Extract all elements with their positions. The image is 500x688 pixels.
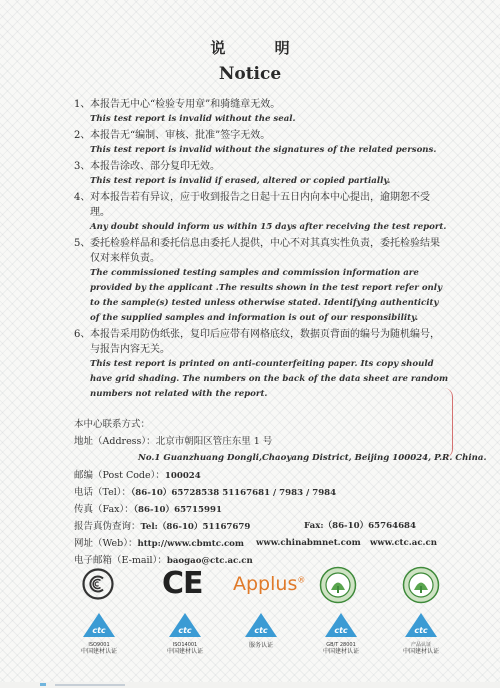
anti-counterfeit-strip [0, 682, 500, 688]
postcode-row [74, 467, 454, 484]
cert-label: 中国建材认证 [322, 648, 359, 655]
svg-text:ctc: ctc [414, 626, 428, 635]
address-row [74, 433, 454, 450]
cert-label: 中国建材认证 [80, 648, 117, 655]
verify-tel: Tel:（86-10）51167679 [140, 522, 251, 532]
postcode-value: 100024 [164, 471, 201, 481]
applus-logo-text: Applus [233, 573, 298, 595]
verify-label: 报告真伪查询： [74, 521, 141, 532]
page-title-cn: 说 明 [210, 39, 312, 57]
cert-code: GB/T 28001 [326, 642, 356, 648]
ctc-gbt28001-icon [318, 612, 364, 655]
fax-label: 传真（Fax）： [74, 504, 134, 515]
svg-text:ctc: ctc [254, 626, 268, 635]
verify-row [74, 518, 454, 535]
item-text-cn: 本报告无“编制、审核、批准”签字无效。 [90, 130, 271, 141]
item-number: 3、 [74, 161, 91, 172]
email-value[interactable]: baogao@ctc.ac.cn [166, 556, 253, 566]
address-label: 地址（Address）： [74, 436, 156, 447]
ctc-triangle-icon [324, 612, 358, 638]
notice-item [74, 327, 449, 402]
ce-mark-icon: CE [162, 566, 203, 601]
item-text-en: This test report is printed on anti-counterfeiting paper. Its copy should have grid shading. The numbers on the back of the data sheet are random numbers not related with the report. [90, 359, 449, 399]
ctc-triangle-icon [168, 612, 202, 638]
tel-row [74, 484, 454, 501]
svg-text:ctc: ctc [178, 626, 192, 635]
tel-value: （86-10）65728538 51167681 / 7983 / 7984 [131, 488, 337, 498]
ccc-mark-icon [82, 568, 114, 600]
web-row [74, 535, 454, 552]
email-row [74, 552, 454, 569]
item-text-cn: 本报告无中心“检验专用章”和骑缝章无效。 [90, 99, 281, 110]
applus-logo-icon [233, 573, 305, 595]
green-product-seal-icon [319, 566, 357, 604]
registered-icon: ® [297, 575, 306, 585]
notice-item [74, 97, 449, 127]
contact-block [74, 416, 487, 569]
cert-code: 产品认证 [410, 642, 431, 648]
seal-edge-mark [444, 388, 453, 458]
green-product-seal-icon [402, 566, 440, 604]
item-number: 4、 [74, 192, 91, 203]
notice-item [74, 236, 449, 326]
contact-heading: 本中心联系方式： [74, 419, 151, 430]
svg-text:ctc: ctc [334, 626, 348, 635]
postcode-label: 邮编（Post Code）： [74, 470, 165, 481]
fax-row [74, 501, 454, 518]
cert-code: ISO14001 [172, 642, 198, 648]
ctc-iso9001-icon [76, 612, 122, 655]
notice-item [74, 159, 449, 189]
notice-list [74, 97, 449, 403]
web-link-3[interactable]: www.ctc.ac.cn [370, 538, 438, 548]
address-en: No.1 Guanzhuang Dongli,Chaoyang District, Beijing 100024, P.R. China. [138, 453, 487, 463]
svg-text:ctc: ctc [92, 626, 106, 635]
verify-fax: Fax:（86-10）65764684 [304, 521, 417, 531]
web-label: 网址（Web）： [74, 538, 138, 549]
item-text-en: This test report is invalid without the signatures of the related persons. [90, 145, 437, 155]
address-cn: 北京市朝阳区管庄东里 1 号 [155, 436, 273, 447]
item-number: 5、 [74, 238, 91, 249]
item-text-en: Any doubt should inform us within 15 days after receiving the test report. [90, 222, 447, 232]
item-number: 1、 [74, 99, 91, 110]
ctc-triangle-icon [404, 612, 438, 638]
ctc-service-icon [238, 612, 284, 649]
item-text-cn: 委托检验样品和委托信息由委托人提供，中心不对其真实性负责，委托检验结果仅对来样负责。 [90, 238, 440, 264]
item-number: 2、 [74, 130, 91, 141]
ctc-iso14001-icon [162, 612, 208, 655]
item-text-en: This test report is invalid if erased, altered or copied partially. [90, 176, 391, 186]
email-label: 电子邮箱（E-mail）： [74, 555, 167, 566]
item-text-en: The commissioned testing samples and commission information are provided by the applicant .The results shown in the test report refer only to the sample(s) tested unless otherwise stated. Identifying authenticity of the supplied samples and information is out of our responsibility. [90, 268, 443, 323]
item-text-en: This test report is invalid without the seal. [90, 114, 296, 124]
cert-code: ISO9001 [88, 642, 110, 648]
cert-label: 中国建材认证 [166, 648, 203, 655]
ctc-triangle-icon [82, 612, 116, 638]
notice-item [74, 190, 449, 235]
tel-label: 电话（Tel）： [74, 487, 132, 498]
item-text-cn: 本报告涂改、部分复印无效。 [90, 161, 220, 172]
cert-label: 服务认证 [248, 642, 273, 649]
notice-item [74, 128, 449, 158]
web-link-2[interactable]: www.chinabmnet.com [256, 538, 361, 548]
item-text-cn: 对本报告若有异议，应于收到报告之日起十五日内向本中心提出，逾期恕不受理。 [90, 192, 430, 218]
web-link-1[interactable]: http://www.cbmtc.com [137, 539, 245, 549]
page-title-en: Notice [218, 64, 282, 84]
cert-label: 中国建材认证 [402, 648, 439, 655]
item-number: 6、 [74, 329, 91, 340]
ctc-triangle-icon [244, 612, 278, 638]
fax-value: （86-10）65715991 [133, 505, 222, 515]
item-text-cn: 本报告采用防伪纸张，复印后应带有网格底纹，数据页背面的编号为随机编号，与报告内容无关。 [90, 329, 440, 355]
ctc-product-icon [398, 612, 444, 655]
